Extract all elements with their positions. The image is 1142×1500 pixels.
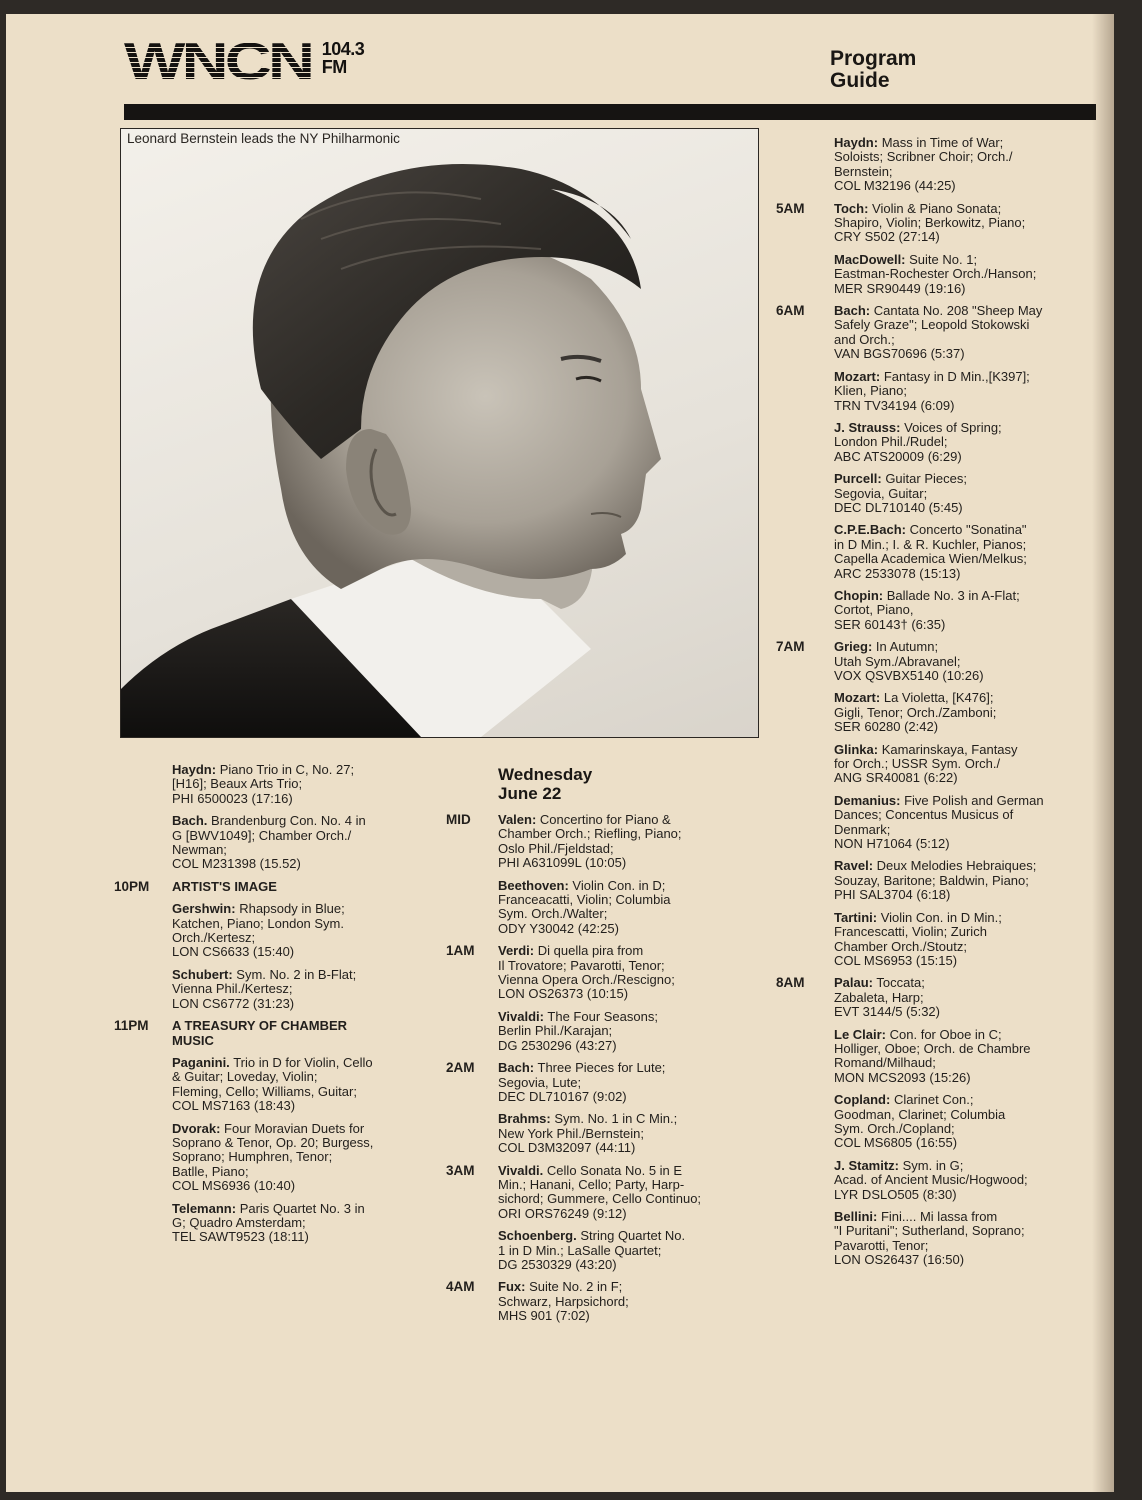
- time-slot: 1AM: [446, 943, 475, 959]
- entry-text: Dances; Concentus Musicus of: [834, 807, 1014, 823]
- entry-text: COL MS6953 (15:15): [834, 952, 958, 968]
- photo-caption: Leonard Bernstein leads the NY Philharmonic: [127, 131, 400, 146]
- entry-text: ORI ORS76249 (9:12): [498, 1205, 627, 1221]
- entry-text: Chamber Orch.; Riefling, Piano;: [498, 826, 682, 842]
- program-entry: [776, 304, 1076, 362]
- entry-text: ABC ATS20009 (6:29): [834, 448, 962, 464]
- entry-text: [H16]; Beaux Arts Trio;: [172, 776, 303, 792]
- entry-text: Chamber Orch./Stoutz;: [834, 938, 967, 954]
- program-entry: [446, 1280, 746, 1323]
- entry-text: for Orch.; USSR Sym. Orch./: [834, 756, 1001, 772]
- entry-first-line: [834, 691, 1076, 705]
- program-entry: [114, 763, 414, 806]
- entry-text: Deux Melodies Hebraiques;: [876, 858, 1037, 874]
- entry-first-line: [498, 1164, 746, 1178]
- frequency-band: FM: [321, 57, 347, 77]
- composer-name: Purcell:: [834, 471, 882, 487]
- entry-text: Paris Quartet No. 3 in: [239, 1200, 365, 1216]
- entry-text: Toccata;: [876, 975, 925, 991]
- entry-text: Violin Con. in D Min.;: [880, 909, 1002, 925]
- entry-text: LON OS26373 (10:15): [498, 986, 629, 1002]
- time-slot: 3AM: [446, 1162, 475, 1178]
- entry-text: TRN TV34194 (6:09): [834, 397, 955, 413]
- logo-wordmark: WNCN: [124, 33, 312, 91]
- entry-text: Concertino for Piano &: [539, 812, 671, 827]
- entry-first-line: [834, 472, 1076, 486]
- time-slot: 7AM: [776, 639, 805, 655]
- entry-first-line: [834, 589, 1076, 603]
- entry-first-line: [498, 1010, 746, 1024]
- entry-first-line: [834, 976, 1076, 990]
- composer-name: Schubert:: [172, 966, 233, 982]
- entry-text: Fleming, Cello; Williams, Guitar;: [172, 1083, 357, 1099]
- entry-text: Romand/Milhaud;: [834, 1055, 936, 1071]
- program-entry: [776, 794, 1076, 852]
- entry-text: Con. for Oboe in C;: [889, 1026, 1002, 1042]
- program-entry: [114, 1122, 414, 1194]
- entry-text: Klien, Piano;: [834, 383, 907, 399]
- entry-first-line: [834, 911, 1076, 925]
- entry-first-line: [498, 944, 746, 958]
- entry-text: "I Puritani"; Sutherland, Soprano;: [834, 1223, 1025, 1239]
- program-entry: [776, 589, 1076, 632]
- program-entry: [776, 1210, 1076, 1268]
- time-slot: MID: [446, 812, 471, 827]
- entry-text: Ballade No. 3 in A-Flat;: [886, 587, 1020, 603]
- program-entry: [776, 370, 1076, 413]
- entry-text: G [BWV1049]; Chamber Orch./: [172, 827, 352, 843]
- logo-frequency: [322, 40, 365, 76]
- entry-text: MER SR90449 (19:16): [834, 280, 966, 296]
- program-entry: [114, 1202, 414, 1245]
- composer-name: Chopin:: [834, 587, 884, 603]
- entry-text: MHS 901 (7:02): [498, 1308, 590, 1324]
- entry-text: Violin Con. in D;: [572, 877, 666, 893]
- entry-text: String Quartet No.: [580, 1228, 686, 1244]
- composer-name: J. Stamitz:: [834, 1157, 900, 1173]
- program-entry: [446, 1010, 746, 1053]
- composer-name: C.P.E.Bach:: [834, 522, 907, 538]
- entry-text: & Guitar; Loveday, Violin;: [172, 1069, 318, 1085]
- time-slot: 2AM: [446, 1060, 475, 1076]
- entry-text: PHI 6500023 (17:16): [172, 790, 293, 806]
- entry-first-line: [834, 304, 1076, 318]
- entry-text: Soprano; Humphren, Tenor;: [172, 1149, 333, 1165]
- entry-text: Soloists; Scribner Choir; Orch./: [834, 149, 1013, 165]
- program-entry: [114, 814, 414, 872]
- entry-first-line: [834, 1210, 1076, 1224]
- entry-text: ARC 2533078 (15:13): [834, 565, 961, 581]
- composer-name: Vivaldi:: [498, 1008, 545, 1024]
- entry-first-line: [834, 202, 1076, 216]
- entry-text: Newman;: [172, 842, 227, 858]
- entry-first-line: [498, 1061, 746, 1075]
- entry-first-line: [834, 859, 1076, 873]
- entry-text: Orch./Kertesz;: [172, 930, 256, 946]
- composer-name: Bach:: [834, 303, 871, 319]
- entry-text: Denmark;: [834, 821, 891, 837]
- entry-first-line: [498, 1112, 746, 1126]
- program-entry: [776, 640, 1076, 683]
- entry-text: ODY Y30042 (42:25): [498, 920, 619, 936]
- entry-text: sichord; Gummere, Cello Continuo;: [498, 1191, 702, 1207]
- composer-name: MacDowell:: [834, 251, 906, 267]
- entry-text: SER 60280 (2:42): [834, 719, 939, 735]
- composer-name: Bellini:: [834, 1209, 878, 1224]
- entry-text: Franceacatti, Violin; Columbia: [498, 892, 671, 908]
- program-entry: [446, 1061, 746, 1104]
- entry-text: SER 60143† (6:35): [834, 616, 946, 632]
- composer-name: J. Strauss:: [834, 419, 901, 435]
- entry-text: Five Polish and German: [904, 792, 1044, 808]
- entry-first-line: [834, 743, 1076, 757]
- entry-text: Segovia, Lute;: [498, 1074, 582, 1090]
- program-entry: [114, 1056, 414, 1114]
- entry-text: Soprano & Tenor, Op. 20; Burgess,: [172, 1134, 374, 1150]
- day-name: Wednesday: [498, 765, 593, 784]
- program-entry: [776, 911, 1076, 969]
- entry-text: Suite No. 1;: [909, 251, 978, 267]
- entry-text: ANG SR40081 (6:22): [834, 770, 958, 786]
- composer-name: Gershwin:: [172, 901, 236, 917]
- entry-text: Rhapsody in Blue;: [239, 901, 345, 917]
- title-line-2: Guide: [830, 69, 890, 92]
- composer-name: Vivaldi.: [498, 1162, 544, 1178]
- composer-name: Paganini.: [172, 1054, 230, 1070]
- entry-first-line: [172, 763, 414, 777]
- entry-text: Berlin Phil./Karajan;: [498, 1023, 613, 1039]
- program-entry: [776, 136, 1076, 194]
- entry-text: Oslo Phil./Fjeldstad;: [498, 840, 614, 856]
- entry-text: CRY S502 (27:14): [834, 229, 940, 245]
- entry-first-line: [172, 880, 414, 894]
- entry-text: Brandenburg Con. No. 4 in: [211, 813, 366, 829]
- entry-text: VOX QSVBX5140 (10:26): [834, 668, 984, 683]
- program-entry: [776, 253, 1076, 296]
- entry-first-line: [834, 370, 1076, 384]
- entry-text: London Phil./Rudel;: [834, 434, 948, 450]
- entry-text: Gigli, Tenor; Orch./Zamboni;: [834, 704, 997, 720]
- entry-text: G; Quadro Amsterdam;: [172, 1214, 306, 1230]
- entry-text: Sym. No. 2 in B-Flat;: [236, 966, 357, 982]
- schedule-column-1: [114, 763, 414, 1253]
- entry-first-line: [834, 794, 1076, 808]
- entry-first-line: [172, 1019, 414, 1033]
- entry-text: PHI A631099L (10:05): [498, 855, 627, 871]
- entry-text: The Four Seasons;: [547, 1008, 658, 1024]
- program-entry: [446, 1229, 746, 1272]
- program-entry: [446, 944, 746, 1002]
- time-slot: 6AM: [776, 303, 805, 319]
- entry-text: Min.; Hanani, Cello; Party, Harp-: [498, 1176, 685, 1192]
- composer-name: A TREASURY OF CHAMBER: [172, 1018, 348, 1034]
- program-entry: [776, 976, 1076, 1019]
- entry-text: Sym. Orch./Copland;: [834, 1120, 955, 1136]
- composer-name: Dvorak:: [172, 1120, 221, 1136]
- entry-first-line: [498, 1229, 746, 1243]
- entry-text: Clarinet Con.;: [893, 1092, 974, 1108]
- entry-text: EVT 3144/5 (5:32): [834, 1004, 940, 1020]
- entry-text: COL MS6805 (16:55): [834, 1135, 958, 1151]
- entry-text: Trio in D for Violin, Cello: [233, 1054, 373, 1070]
- composer-name: Haydn:: [834, 135, 879, 150]
- program-entry: [776, 743, 1076, 786]
- composer-name: Fux:: [498, 1279, 526, 1295]
- schedule-column-2: [446, 765, 746, 1332]
- entry-text: Francescatti, Violin; Zurich: [834, 924, 987, 940]
- program-entry: [446, 1112, 746, 1155]
- entry-first-line: [834, 253, 1076, 267]
- composer-name: Tartini:: [834, 909, 878, 925]
- entry-first-line: [172, 902, 414, 916]
- entry-text: LON OS26437 (16:50): [834, 1252, 965, 1268]
- entry-first-line: [834, 1159, 1076, 1173]
- entry-text: DEC DL710140 (5:45): [834, 499, 963, 515]
- entry-text: PHI SAL3704 (6:18): [834, 887, 951, 903]
- entry-text: VAN BGS70696 (5:37): [834, 346, 965, 362]
- entry-text: COL M231398 (15.52): [172, 856, 301, 872]
- program-entry: [114, 902, 414, 960]
- composer-name: Copland:: [834, 1092, 891, 1108]
- entry-first-line: [172, 968, 414, 982]
- entry-first-line: [498, 879, 746, 893]
- entry-first-line: [498, 813, 746, 827]
- program-entry: [114, 968, 414, 1011]
- program-entry: [776, 1093, 1076, 1151]
- composer-name: Ravel:: [834, 858, 874, 874]
- program-entry: [776, 691, 1076, 734]
- entry-first-line: [172, 1122, 414, 1136]
- bernstein-photo: [120, 128, 759, 738]
- entry-text: DEC DL710167 (9:02): [498, 1088, 627, 1104]
- entry-text: Suite No. 2 in F;: [529, 1279, 623, 1295]
- entry-text: Cantata No. 208 "Sheep May: [873, 303, 1043, 319]
- entry-text: Voices of Spring;: [904, 419, 1002, 435]
- day-date: June 22: [498, 784, 562, 803]
- program-entry: [776, 1159, 1076, 1202]
- composer-name: Grieg:: [834, 639, 873, 655]
- entry-text: Utah Sym./Abravanel;: [834, 653, 961, 669]
- entry-first-line: [834, 1093, 1076, 1107]
- entry-text: Vienna Phil./Kertesz;: [172, 981, 293, 997]
- entry-text: Safely Graze"; Leopold Stokowski: [834, 317, 1030, 333]
- program-entry: [114, 1019, 414, 1048]
- day-heading: [498, 765, 746, 803]
- composer-name: Beethoven:: [498, 877, 569, 893]
- portrait-illustration: [121, 129, 758, 737]
- time-slot: 8AM: [776, 975, 805, 991]
- entry-text: Holliger, Oboe; Orch. de Chambre: [834, 1040, 1031, 1056]
- composer-name: Toch:: [834, 200, 869, 216]
- entry-text: Shapiro, Violin; Berkowitz, Piano;: [834, 215, 1026, 231]
- entry-text: DG 2530329 (43:20): [498, 1256, 617, 1272]
- entry-text: Cortot, Piano,: [834, 602, 914, 618]
- entry-text: Violin & Piano Sonata;: [872, 200, 1002, 216]
- time-slot: 10PM: [114, 878, 150, 894]
- entry-text: NON H71064 (5:12): [834, 836, 950, 852]
- program-entry: [446, 813, 746, 871]
- composer-name: Brahms:: [498, 1111, 551, 1127]
- entry-text: Bernstein;: [834, 163, 893, 179]
- time-slot: 5AM: [776, 200, 805, 216]
- entry-first-line: [834, 640, 1076, 654]
- entry-first-line: [172, 1202, 414, 1216]
- entry-text: Mass in Time of War;: [881, 135, 1004, 150]
- composer-name: Mozart:: [834, 368, 881, 384]
- title-line-1: Program: [830, 47, 917, 70]
- composer-name: Demanius:: [834, 792, 901, 808]
- program-entry: [776, 421, 1076, 464]
- page-title: [830, 48, 916, 92]
- entry-text: Di quella pira from: [537, 943, 644, 959]
- composer-name: ARTIST'S IMAGE: [172, 878, 277, 894]
- entry-text: Goodman, Clarinet; Columbia: [834, 1106, 1006, 1122]
- entry-text: MON MCS2093 (15:26): [834, 1069, 971, 1085]
- entry-text: Katchen, Piano; London Sym.: [172, 915, 345, 931]
- program-entry: [776, 472, 1076, 515]
- entry-text: COL M32196 (44:25): [834, 178, 956, 194]
- entry-text: COL MS7163 (18:43): [172, 1098, 296, 1114]
- entry-text: Fini.... Mi lassa from: [880, 1209, 998, 1224]
- schedule-column-3: [776, 136, 1076, 1276]
- entry-text: COL MS6936 (10:40): [172, 1178, 296, 1194]
- entry-text: Sym. in G;: [902, 1157, 964, 1173]
- entry-text: Pavarotti, Tenor;: [834, 1237, 929, 1253]
- entry-text: 1 in D Min.; LaSalle Quartet;: [498, 1242, 662, 1258]
- entry-text: Zabaleta, Harp;: [834, 989, 924, 1005]
- composer-name: Haydn:: [172, 762, 217, 777]
- entry-text: Vienna Opera Orch./Rescigno;: [498, 972, 675, 988]
- entry-text: Schwarz, Harpsichord;: [498, 1293, 629, 1309]
- entry-text: La Violetta, [K476];: [883, 690, 994, 706]
- entry-text: Kamarinskaya, Fantasy: [881, 741, 1018, 757]
- entry-text: DG 2530296 (43:27): [498, 1037, 617, 1053]
- program-entry: [114, 880, 414, 894]
- composer-name: Le Clair:: [834, 1026, 887, 1042]
- entry-text: TEL SAWT9523 (18:11): [172, 1229, 309, 1245]
- entry-text: In Autumn;: [875, 639, 939, 655]
- composer-name: Schoenberg.: [498, 1228, 577, 1244]
- program-entry: [446, 879, 746, 937]
- frequency-number: 104.3: [321, 39, 365, 59]
- entry-text: Acad. of Ancient Music/Hogwood;: [834, 1172, 1028, 1188]
- composer-name: Verdi:: [498, 943, 535, 959]
- entry-text: COL D3M32097 (44:11): [498, 1140, 636, 1156]
- entry-text: Three Pieces for Lute;: [537, 1060, 666, 1076]
- composer-name: Bach:: [498, 1060, 535, 1076]
- entry-first-line: [172, 814, 414, 828]
- entry-first-line: [834, 421, 1076, 435]
- entry-text: Four Moravian Duets for: [224, 1120, 365, 1136]
- entry-text: Concerto "Sonatina": [909, 522, 1027, 538]
- entry-text: LON CS6633 (15:40): [172, 944, 295, 960]
- program-entry: [776, 523, 1076, 581]
- guide-page: [6, 14, 1114, 1492]
- entry-text: Fantasy in D Min.,[K397];: [883, 368, 1030, 384]
- composer-name: Valen:: [498, 812, 537, 827]
- entry-text: and Orch.;: [834, 331, 895, 347]
- entry-text: Capella Academica Wien/Melkus;: [834, 551, 1027, 567]
- entry-text: Guitar Pieces;: [885, 471, 967, 487]
- composer-name: Telemann:: [172, 1200, 237, 1216]
- entry-text: Piano Trio in C, No. 27;: [219, 762, 355, 777]
- entry-first-line: [834, 523, 1076, 537]
- entry-first-line: [834, 1028, 1076, 1042]
- composer-name: Glinka:: [834, 741, 879, 757]
- program-entry: [446, 1164, 746, 1222]
- entry-text: Cello Sonata No. 5 in E: [546, 1162, 683, 1178]
- program-entry: [776, 859, 1076, 902]
- composer-name: Bach.: [172, 813, 208, 829]
- entry-text: LON CS6772 (31:23): [172, 995, 295, 1011]
- entry-text: Souzay, Baritone; Baldwin, Piano;: [834, 872, 1029, 888]
- entry-text: LYR DSLO505 (8:30): [834, 1186, 957, 1202]
- composer-name: Mozart:: [834, 690, 881, 706]
- entry-text: Batlle, Piano;: [172, 1163, 249, 1179]
- entry-text: Eastman-Rochester Orch./Hanson;: [834, 266, 1037, 282]
- program-entry: [776, 202, 1076, 245]
- entry-text: in D Min.; I. & R. Kuchler, Pianos;: [834, 536, 1027, 552]
- entry-first-line: [172, 1056, 414, 1070]
- entry-text: Sym. Orch./Walter;: [498, 906, 608, 922]
- entry-text: Sym. No. 1 in C Min.;: [554, 1111, 678, 1127]
- entry-text: Il Trovatore; Pavarotti, Tenor;: [498, 957, 665, 973]
- header-rule: [124, 104, 1096, 120]
- entry-text: New York Phil./Bernstein;: [498, 1125, 644, 1141]
- entry-first-line: [834, 136, 1076, 150]
- entry-text: MUSIC: [172, 1032, 214, 1048]
- composer-name: Palau:: [834, 975, 874, 991]
- entry-text: Segovia, Guitar;: [834, 485, 928, 501]
- station-logo: [124, 33, 365, 91]
- time-slot: 4AM: [446, 1279, 475, 1295]
- program-entry: [776, 1028, 1076, 1086]
- entry-first-line: [498, 1280, 746, 1294]
- time-slot: 11PM: [114, 1018, 149, 1034]
